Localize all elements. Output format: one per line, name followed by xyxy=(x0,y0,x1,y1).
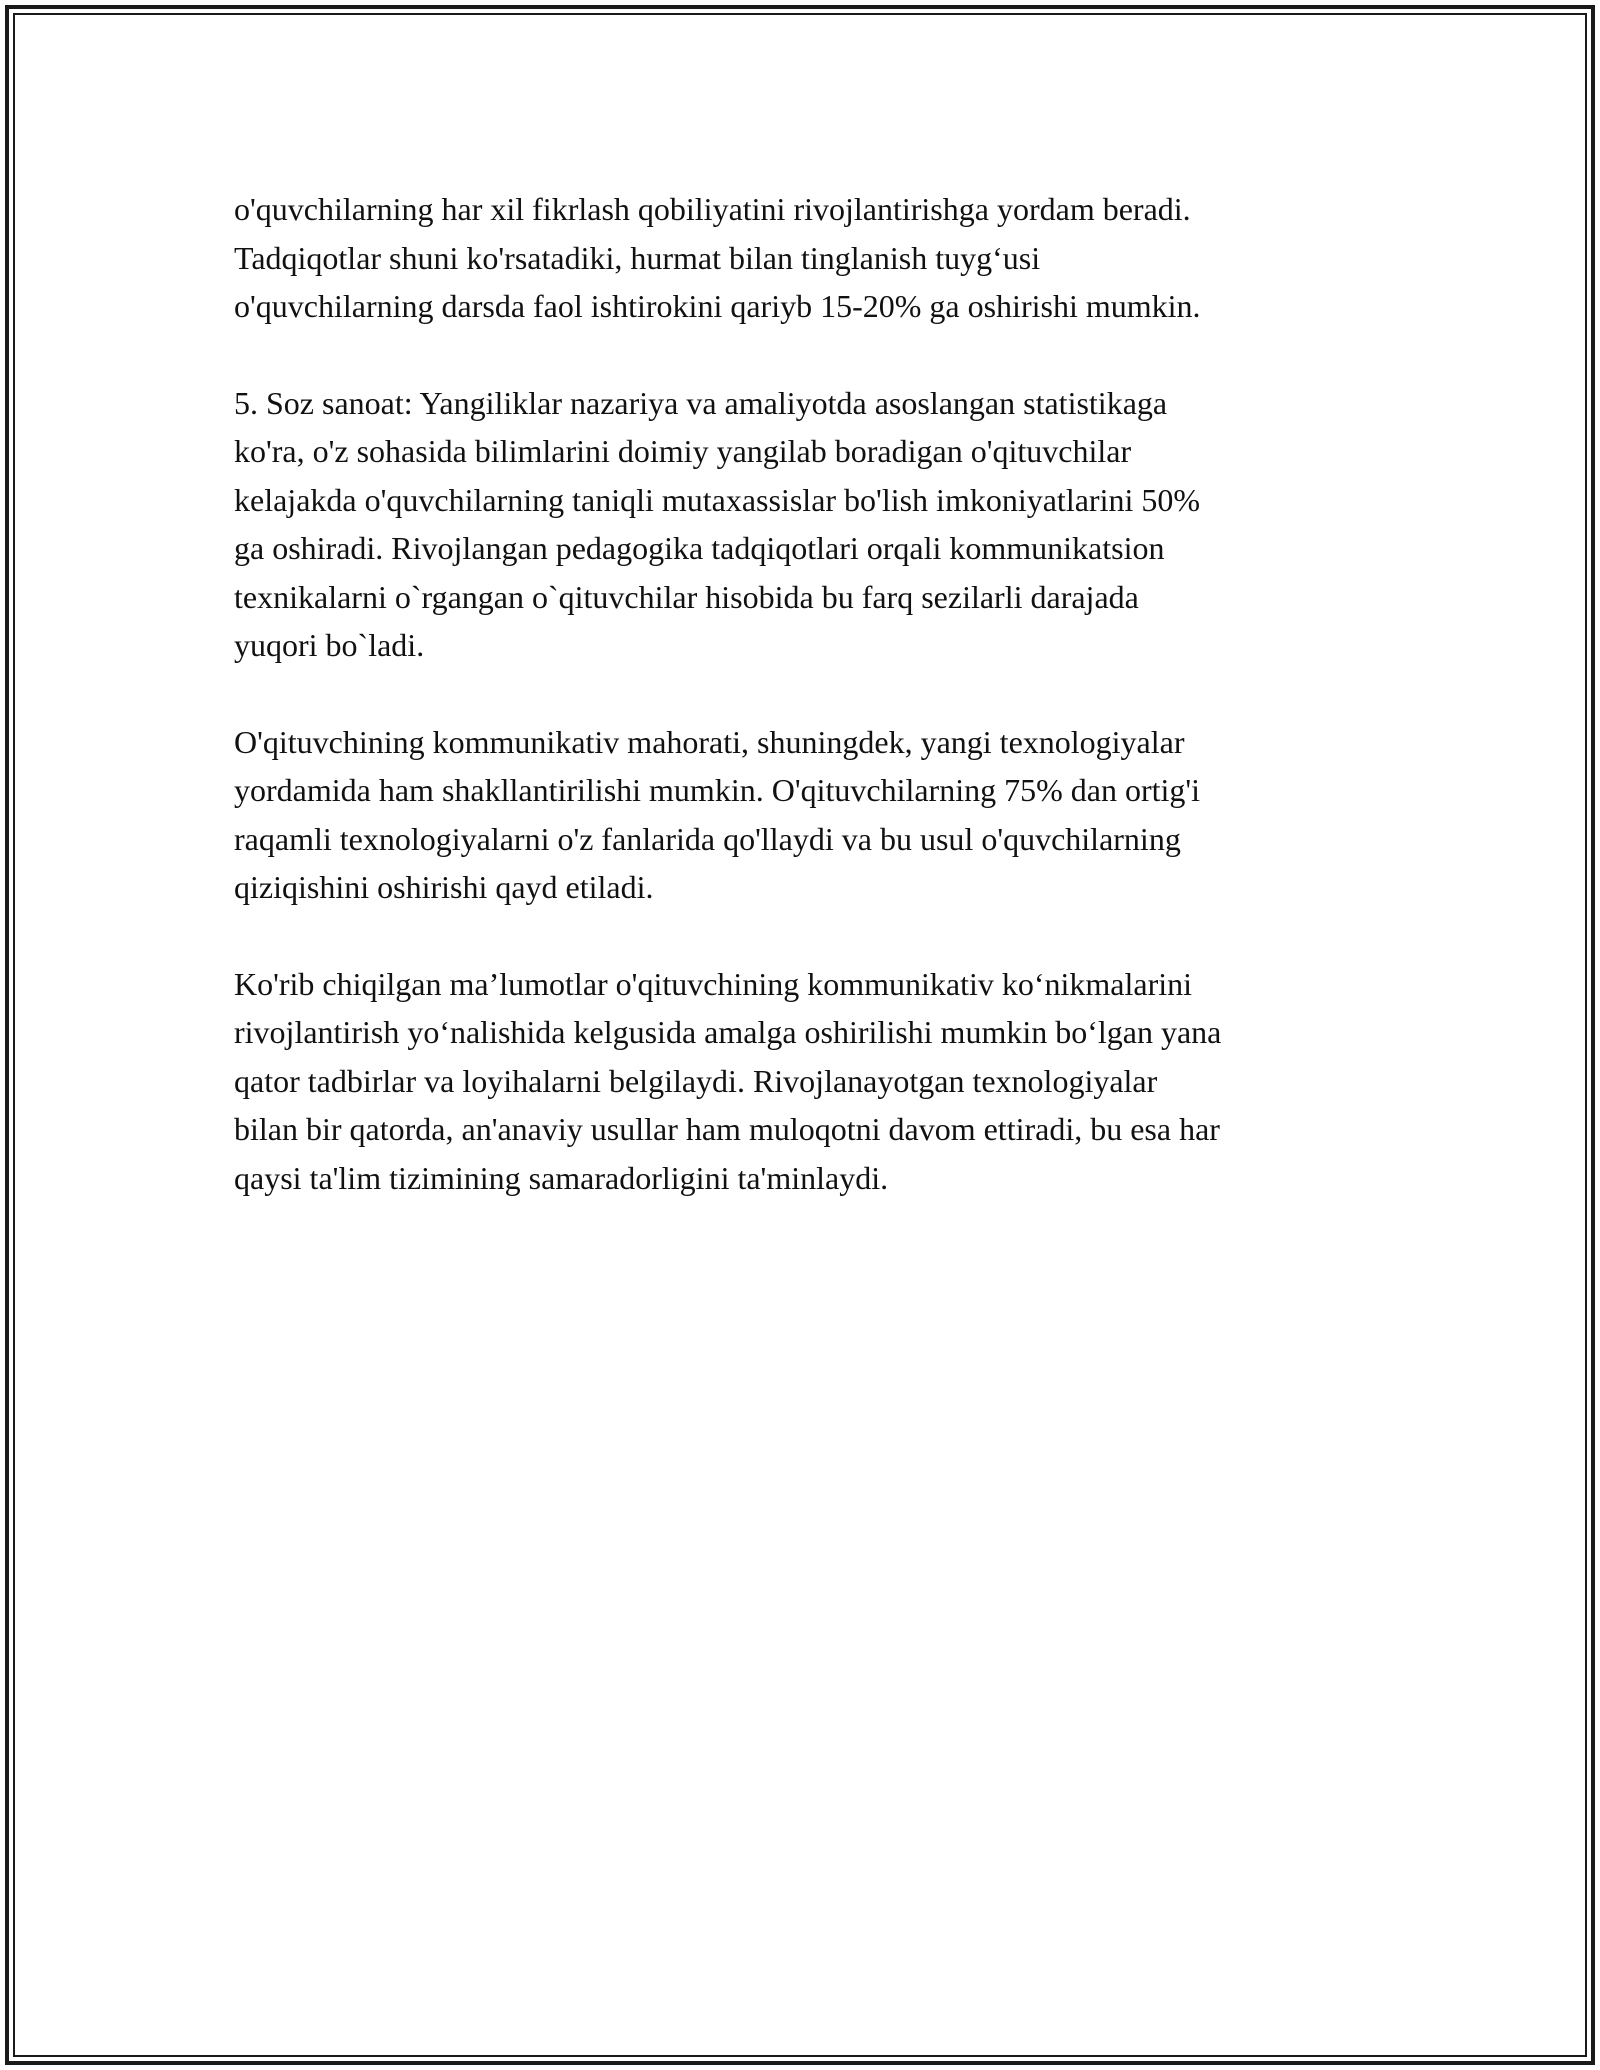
text-line: yordamida ham shakllantirilishi mumkin. O'qituvchilarning 75% dan ortig'i xyxy=(234,772,1201,808)
text-line: qator tadbirlar va loyihalarni belgilaydi. Rivojlanayotgan texnologiyalar xyxy=(234,1062,1158,1099)
text-line: texnikalarni o`rgangan o`qituvchilar hisobida bu farq sezilarli darajada xyxy=(234,578,1139,615)
text-line: ko'ra, o'z sohasida bilimlarini doimiy yangilab boradigan o'qituvchilar xyxy=(234,433,1132,469)
text-line: bilan bir qatorda, an'anaviy usullar ham muloqotni davom ettiradi, bu esa har xyxy=(234,1111,1220,1147)
text-line: 5. Soz sanoat: Yangiliklar nazariya va amaliyotda asoslangan statistikaga xyxy=(234,384,1168,421)
text-line: Ko'rib chiqilgan ma’lumotlar o'qituvchining kommunikativ ko‘nikmalarini xyxy=(234,965,1193,1002)
text-line: kelajakda o'quvchilarning taniqli mutaxassislar bo'lish imkoniyatlarini 50% xyxy=(234,481,1200,518)
text-line: qaysi ta'lim tizimining samaradorligini ta'minlaydi. xyxy=(234,1159,889,1196)
text-line: raqamli texnologiyalarni o'z fanlarida qo'llaydi va bu usul o'quvchilarning xyxy=(234,820,1181,857)
text-line: o'quvchilarning har xil fikrlash qobiliyatini rivojlantirishga yordam beradi. xyxy=(234,191,1191,227)
paragraph-1 xyxy=(234,185,1374,331)
document-body xyxy=(234,185,1374,1250)
paragraph-2 xyxy=(234,379,1374,670)
text-line: qiziqishini oshirishi qayd etiladi. xyxy=(234,869,654,905)
text-line: O'qituvchining kommunikativ mahorati, shuningdek, yangi texnologiyalar xyxy=(234,723,1185,760)
text-line: yuqori bo`ladi. xyxy=(234,627,425,663)
paragraph-4 xyxy=(234,960,1374,1203)
text-line: Tadqiqotlar shuni ko'rsatadiki, hurmat bilan tinglanish tuyg‘usi xyxy=(234,239,1041,276)
text-line: o'quvchilarning darsda faol ishtirokini qariyb 15-20% ga oshirishi mumkin. xyxy=(234,288,1201,324)
paragraph-3 xyxy=(234,718,1374,912)
text-line: ga oshiradi. Rivojlangan pedagogika tadqiqotlari orqali kommunikatsion xyxy=(234,530,1165,566)
text-line: rivojlantirish yo‘nalishida kelgusida amalga oshirilishi mumkin bo‘lgan yana xyxy=(234,1014,1222,1050)
